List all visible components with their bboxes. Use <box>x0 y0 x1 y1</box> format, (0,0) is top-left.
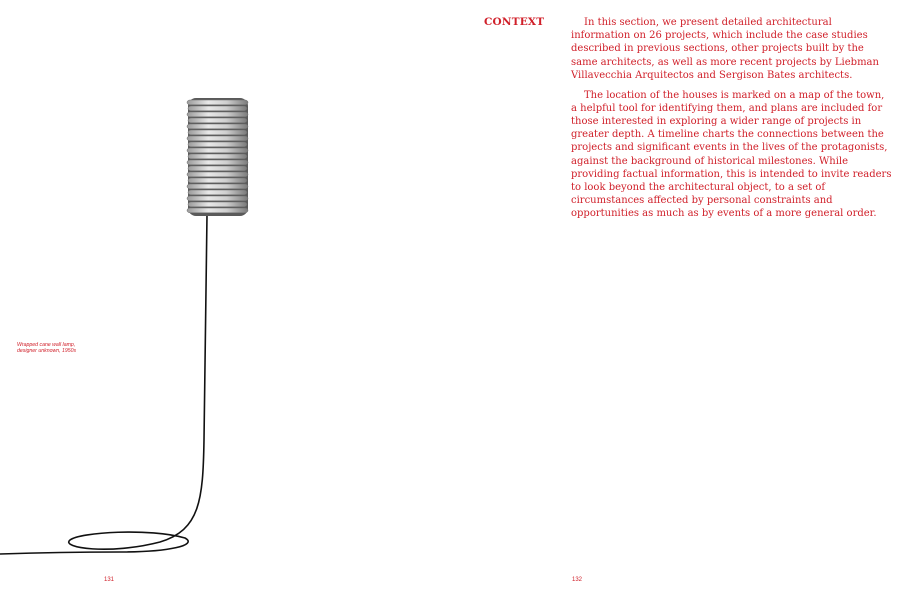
caption-line-1: Wrapped cane wall lamp, <box>17 342 76 348</box>
cane-coil <box>187 148 248 153</box>
figure-caption <box>17 342 137 355</box>
paragraph: In this section, we present detailed architectural information on 26 projects, which include the case studies described in previous sections, other projects built by the same architects, as well as more recent projects by Liebman Villavecchia Arquitectos and Sergison Bates architects. <box>571 17 879 81</box>
cane-coil <box>187 160 248 165</box>
cane-coil <box>188 190 247 195</box>
cane-coil <box>188 142 247 147</box>
cane-coil <box>188 106 247 111</box>
cane-coil <box>187 184 248 189</box>
cane-coil <box>188 178 247 183</box>
cane-coil <box>187 136 248 141</box>
body-text <box>571 16 893 227</box>
cane-coil <box>188 154 247 159</box>
cane-coil <box>187 100 248 105</box>
cane-coil <box>187 124 248 129</box>
section-title: CONTEXT <box>484 16 545 28</box>
cane-coil <box>187 172 248 177</box>
cane-coil <box>187 112 248 117</box>
cane-coil <box>188 130 247 135</box>
cane-coil <box>187 208 248 213</box>
cane-coil <box>187 196 248 201</box>
page-number-right: 132 <box>572 577 583 583</box>
cane-coil <box>188 202 247 207</box>
cane-coil <box>188 166 247 171</box>
page-number-left: 131 <box>104 577 115 583</box>
paragraph: The location of the houses is marked on a map of the town, a helpful tool for identifying them, and plans are included for those interested in exploring a wider range of projects in greater depth. A timeline charts the connections between the projects and significant events in the lives of the protagonists, against the background of historical milestones. While providing factual information, this is intended to invite readers to look beyond the architectural object, to a set of circumstances affected by personal constraints and opportunities as much as by events of a more general order. <box>571 89 892 220</box>
caption-line-2: designer unknown, 1950s <box>17 348 77 355</box>
cane-coil <box>188 118 247 123</box>
right-page <box>458 0 916 600</box>
